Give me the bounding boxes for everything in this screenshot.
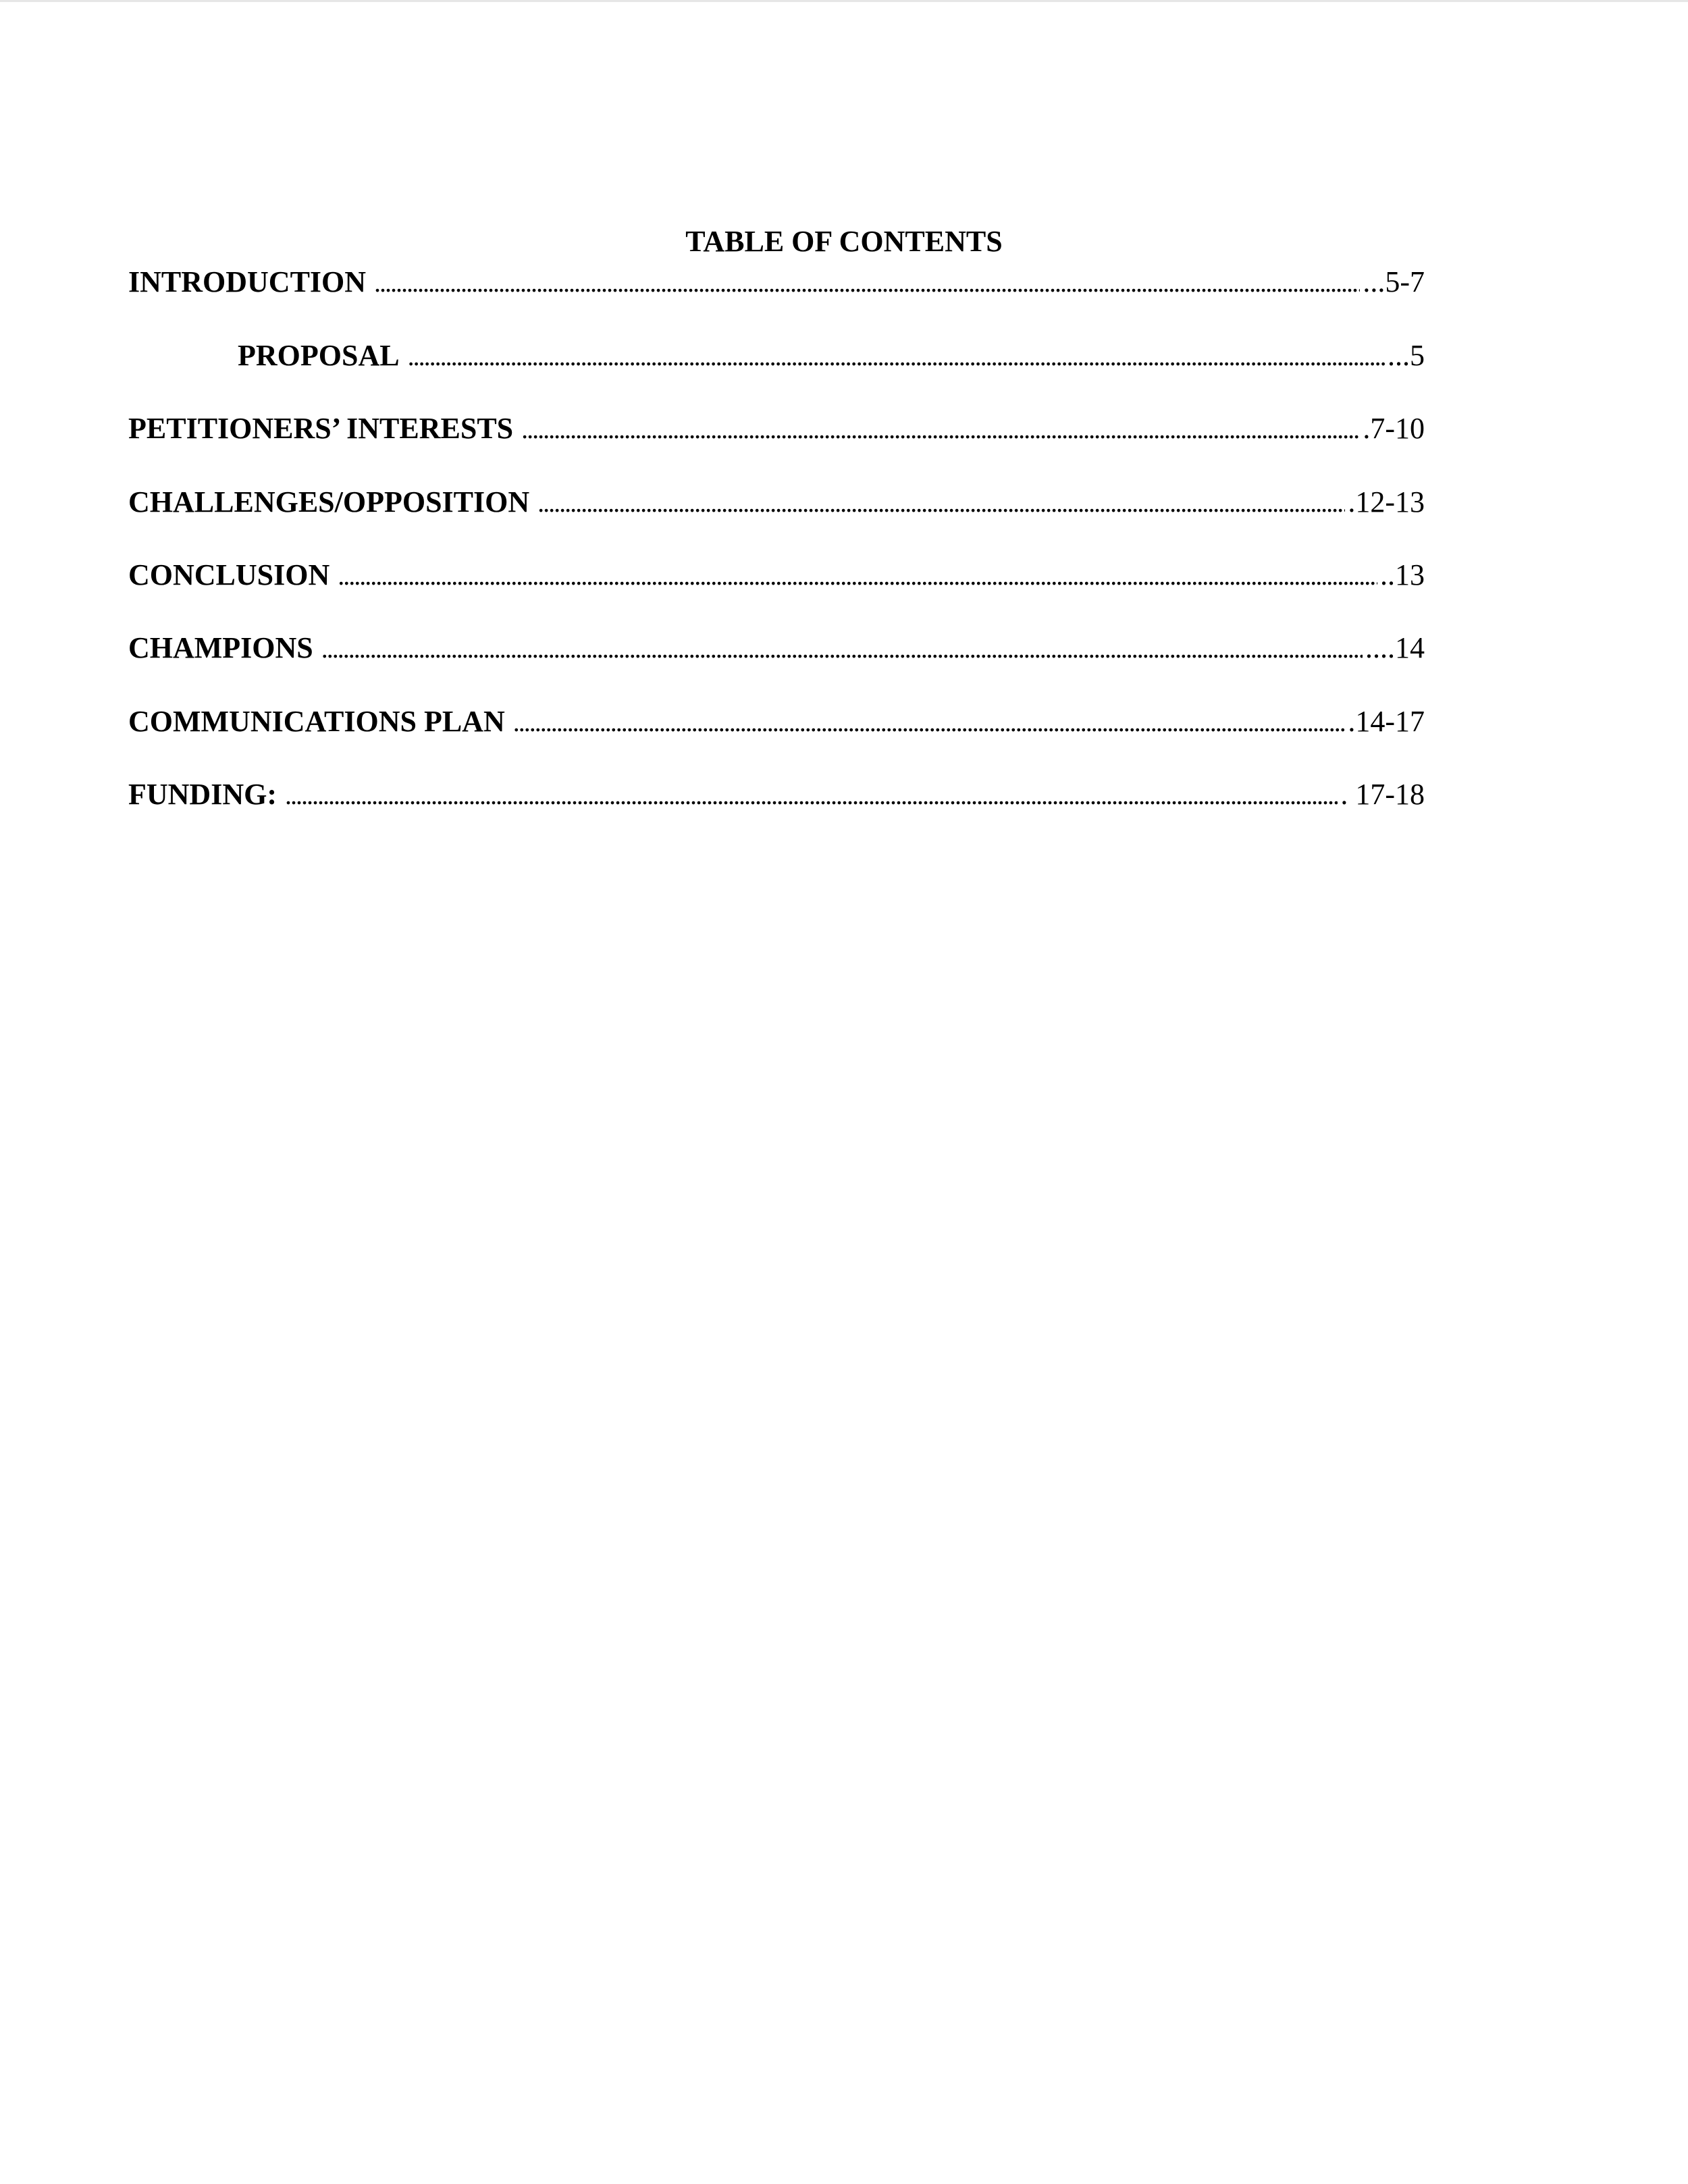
toc-entry-page: .7-10: [1363, 412, 1425, 445]
toc-entry-label: INTRODUCTION: [128, 265, 367, 298]
toc-entry-champions: [128, 628, 1425, 668]
dot-leader: [285, 775, 1338, 816]
toc-entry-communications-plan: [128, 701, 1425, 742]
toc-entry-label: PROPOSAL: [238, 339, 400, 372]
toc-entry-petitioners-interests: [128, 408, 1425, 449]
dot-leader: [513, 702, 1346, 743]
toc-entry-label: CHAMPIONS: [128, 631, 313, 664]
toc-entry-page: . 17-18: [1340, 778, 1425, 811]
dot-leader: [338, 556, 1377, 596]
dot-leader: [374, 263, 1360, 303]
page-top-border: [0, 0, 1688, 2]
toc-entry-page: ...5: [1388, 339, 1425, 372]
toc-entry-page: .12-13: [1348, 485, 1425, 518]
dot-leader: [408, 336, 1385, 377]
toc-entry-page: ....14: [1365, 631, 1425, 664]
dot-leader: [537, 483, 1345, 523]
toc-entry-page: ..13: [1380, 558, 1425, 591]
dot-leader: [521, 409, 1360, 450]
toc-entry-label: FUNDING:: [128, 778, 277, 811]
toc-entry-challenges-opposition: [128, 482, 1425, 523]
toc-entry-page: .14-17: [1348, 705, 1425, 738]
toc-entry-label: COMMUNICATIONS PLAN: [128, 705, 505, 738]
toc-entry-label: PETITIONERS’ INTERESTS: [128, 412, 514, 445]
toc-entry-page: ...5-7: [1363, 265, 1425, 298]
toc-title-text: TABLE OF CONTENTS: [685, 225, 1003, 258]
dot-leader: [321, 629, 1363, 669]
toc-entry-proposal: [238, 336, 1425, 376]
toc-entry-label: CONCLUSION: [128, 558, 330, 591]
toc-entry-label: CHALLENGES/OPPOSITION: [128, 485, 530, 518]
toc-entry-introduction: [128, 262, 1425, 302]
toc-entry-funding: [128, 774, 1425, 815]
toc-title: [0, 221, 1688, 262]
toc-entry-conclusion: [128, 555, 1425, 595]
